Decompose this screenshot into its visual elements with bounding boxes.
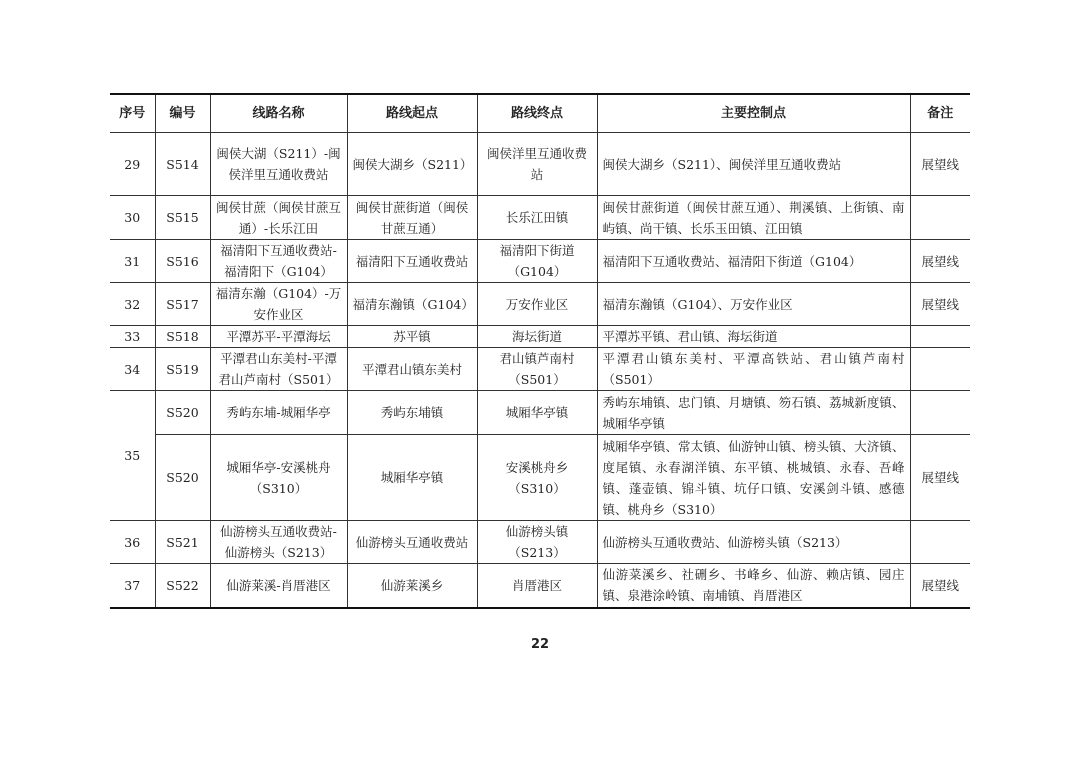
- cell-code: S514: [155, 133, 210, 196]
- cell-start: 闽侯大湖乡（S211）: [347, 133, 477, 196]
- cell-start: 仙游莱溪乡: [347, 564, 477, 608]
- cell-route-name: 城厢华亭-安溪桃舟（S310）: [210, 435, 347, 521]
- header-seq: 序号: [110, 94, 155, 133]
- cell-code: S521: [155, 521, 210, 564]
- header-route-name: 线路名称: [210, 94, 347, 133]
- cell-note: 展望线: [910, 564, 970, 608]
- cell-code: S519: [155, 348, 210, 391]
- cell-seq: 32: [110, 283, 155, 326]
- cell-code: S522: [155, 564, 210, 608]
- cell-seq: 33: [110, 326, 155, 348]
- cell-seq: 35: [110, 391, 155, 521]
- cell-control-points: 仙游榜头互通收费站、仙游榜头镇（S213）: [597, 521, 910, 564]
- table-row: [110, 391, 970, 435]
- cell-seq: 36: [110, 521, 155, 564]
- cell-end: 肖厝港区: [477, 564, 597, 608]
- cell-start: 苏平镇: [347, 326, 477, 348]
- cell-note: [910, 391, 970, 435]
- table-row: [110, 240, 970, 283]
- header-control-points: 主要控制点: [597, 94, 910, 133]
- cell-end: 仙游榜头镇（S213）: [477, 521, 597, 564]
- table-row: [110, 348, 970, 391]
- cell-code: S518: [155, 326, 210, 348]
- cell-start: 仙游榜头互通收费站: [347, 521, 477, 564]
- table-row: [110, 564, 970, 608]
- cell-seq: 37: [110, 564, 155, 608]
- cell-control-points: 闽侯大湖乡（S211）、闽侯洋里互通收费站: [597, 133, 910, 196]
- table-row: [110, 326, 970, 348]
- cell-note: [910, 196, 970, 240]
- cell-end: 福清阳下街道（G104）: [477, 240, 597, 283]
- cell-control-points: 闽侯甘蔗街道（闽侯甘蔗互通）、荆溪镇、上街镇、南屿镇、尚干镇、长乐玉田镇、江田镇: [597, 196, 910, 240]
- cell-code: S516: [155, 240, 210, 283]
- cell-seq: 30: [110, 196, 155, 240]
- cell-seq: 34: [110, 348, 155, 391]
- cell-end: 安溪桃舟乡（S310）: [477, 435, 597, 521]
- cell-start: 福清阳下互通收费站: [347, 240, 477, 283]
- cell-start: 闽侯甘蔗街道（闽侯甘蔗互通）: [347, 196, 477, 240]
- cell-note: [910, 348, 970, 391]
- cell-control-points: 城厢华亭镇、常太镇、仙游钟山镇、榜头镇、大济镇、度尾镇、永春湖洋镇、东平镇、桃城镇、永春、吾峰镇、蓬壶镇、锦斗镇、坑仔口镇、安溪剑斗镇、感德镇、桃舟乡（S310）: [597, 435, 910, 521]
- table-row: [110, 196, 970, 240]
- cell-start: 平潭君山镇东美村: [347, 348, 477, 391]
- cell-note: 展望线: [910, 435, 970, 521]
- cell-route-name: 秀屿东埔-城厢华亭: [210, 391, 347, 435]
- cell-start: 秀屿东埔镇: [347, 391, 477, 435]
- cell-note: 展望线: [910, 283, 970, 326]
- cell-start: 城厢华亭镇: [347, 435, 477, 521]
- table-row: [110, 133, 970, 196]
- cell-note: [910, 521, 970, 564]
- cell-code: S520: [155, 391, 210, 435]
- cell-end: 闽侯洋里互通收费站: [477, 133, 597, 196]
- table-row: [110, 283, 970, 326]
- route-table: [110, 93, 970, 609]
- header-start: 路线起点: [347, 94, 477, 133]
- cell-end: 长乐江田镇: [477, 196, 597, 240]
- table-row: [110, 521, 970, 564]
- cell-start: 福清东瀚镇（G104）: [347, 283, 477, 326]
- cell-code: S520: [155, 435, 210, 521]
- cell-control-points: 平潭苏平镇、君山镇、海坛街道: [597, 326, 910, 348]
- cell-control-points: 秀屿东埔镇、忠门镇、月塘镇、笏石镇、荔城新度镇、城厢华亭镇: [597, 391, 910, 435]
- cell-control-points: 仙游菜溪乡、社硎乡、书峰乡、仙游、赖店镇、园庄镇、泉港涂岭镇、南埔镇、肖厝港区: [597, 564, 910, 608]
- cell-control-points: 平潭君山镇东美村、平潭高铁站、君山镇芦南村（S501）: [597, 348, 910, 391]
- header-note: 备注: [910, 94, 970, 133]
- table-row: [110, 435, 970, 521]
- cell-control-points: 福清东瀚镇（G104）、万安作业区: [597, 283, 910, 326]
- header-end: 路线终点: [477, 94, 597, 133]
- table-header-row: [110, 94, 970, 133]
- cell-route-name: 闽侯大湖（S211）-闽侯洋里互通收费站: [210, 133, 347, 196]
- cell-seq: 29: [110, 133, 155, 196]
- cell-route-name: 闽侯甘蔗（闽侯甘蔗互通）-长乐江田: [210, 196, 347, 240]
- cell-route-name: 平潭君山东美村-平潭君山芦南村（S501）: [210, 348, 347, 391]
- cell-end: 君山镇芦南村（S501）: [477, 348, 597, 391]
- cell-code: S515: [155, 196, 210, 240]
- cell-control-points: 福清阳下互通收费站、福清阳下街道（G104）: [597, 240, 910, 283]
- cell-route-name: 仙游莱溪-肖厝港区: [210, 564, 347, 608]
- cell-note: 展望线: [910, 133, 970, 196]
- cell-route-name: 福清阳下互通收费站-福清阳下（G104）: [210, 240, 347, 283]
- cell-route-name: 平潭苏平-平潭海坛: [210, 326, 347, 348]
- cell-note: 展望线: [910, 240, 970, 283]
- page-number: 22: [530, 637, 550, 652]
- cell-route-name: 福清东瀚（G104）-万安作业区: [210, 283, 347, 326]
- cell-end: 万安作业区: [477, 283, 597, 326]
- cell-seq: 31: [110, 240, 155, 283]
- cell-note: [910, 326, 970, 348]
- header-code: 编号: [155, 94, 210, 133]
- cell-end: 城厢华亭镇: [477, 391, 597, 435]
- cell-end: 海坛街道: [477, 326, 597, 348]
- cell-route-name: 仙游榜头互通收费站-仙游榜头（S213）: [210, 521, 347, 564]
- cell-code: S517: [155, 283, 210, 326]
